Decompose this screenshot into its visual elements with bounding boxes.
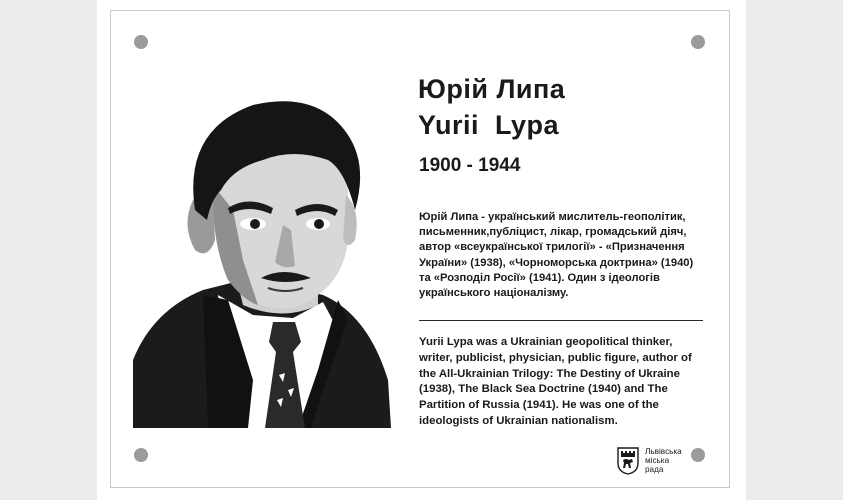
bio-en-line: writer, publicist, physician, public figure, author of	[419, 351, 692, 364]
biography-english	[419, 335, 709, 430]
bio-en-line: (1938), The Black Sea Doctrine (1940) and The	[419, 383, 668, 396]
bio-ua-line: Юрій Липа - український мислитель-геополітик,	[419, 211, 686, 223]
name-ukrainian: Юрій Липа	[418, 74, 566, 104]
city-council-logo-text	[645, 447, 682, 475]
plaque-bolt-top-right	[691, 35, 705, 49]
section-divider	[419, 320, 703, 321]
bio-ua-line: письменник,публіцист, лікар, громадський діяч,	[419, 226, 687, 239]
logo-text-line: Львівська	[645, 447, 682, 456]
lviv-coat-of-arms-icon	[617, 445, 639, 475]
bio-en-line: Partition of Russia (1941). He was one of the	[419, 399, 659, 412]
portrait-image	[133, 90, 391, 428]
logo-text-line: рада	[645, 465, 664, 475]
bio-en-line: Yurii Lypa was a Ukrainian geopolitical thinker,	[419, 336, 673, 348]
bio-en-line: the All-Ukrainian Trilogy: The Destiny of Ukraine	[419, 367, 680, 380]
name-english: Yurii Lypa	[418, 110, 560, 140]
plaque-bolt-bottom-left	[134, 448, 148, 462]
bio-en-line: ideologists of Ukrainian nationalism.	[419, 414, 618, 427]
bio-ua-line: та «Розподіл Росії» (1941). Один з ідеологів	[419, 271, 660, 284]
bio-ua-line: українського націоналізму.	[419, 287, 569, 300]
plaque-bolt-bottom-right	[691, 448, 705, 462]
plaque-bolt-top-left	[134, 35, 148, 49]
bio-ua-line: України» (1938), «Чорноморська доктрина» (1940)	[419, 256, 694, 269]
bio-ua-line: автор «всеукраїнської трилогії» - «Призначення	[419, 241, 685, 254]
biography-ukrainian	[419, 210, 709, 301]
life-years: 1900 - 1944	[419, 155, 521, 176]
logo-text-line: міська	[645, 456, 670, 466]
